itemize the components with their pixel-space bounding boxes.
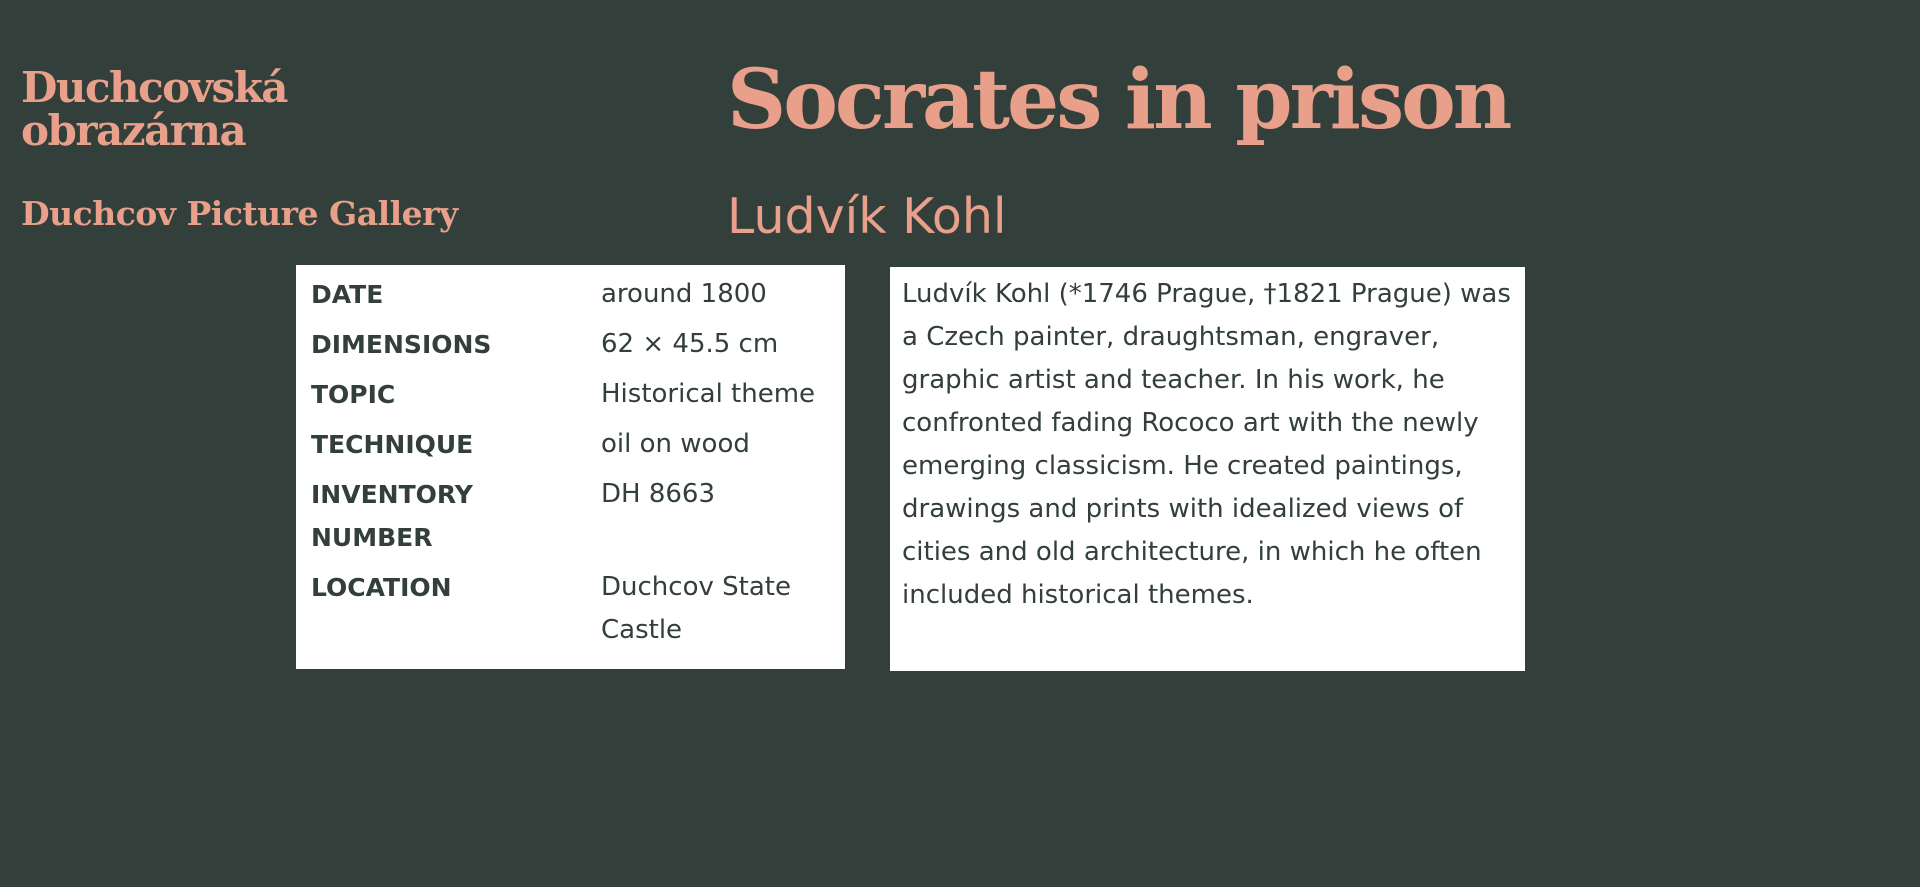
artist-bio-card <box>890 267 1525 671</box>
detail-value: DH 8663 <box>601 479 716 509</box>
detail-label: TECHNIQUE <box>311 430 474 459</box>
detail-label: LOCATION <box>311 573 452 602</box>
detail-row-technique <box>311 423 845 466</box>
artwork-title: Socrates in prison <box>727 52 1510 148</box>
detail-label: INVENTORY NUMBER <box>311 480 473 552</box>
detail-label: TOPIC <box>311 380 396 409</box>
detail-value: Historical theme <box>601 379 816 409</box>
detail-value: oil on wood <box>601 429 750 459</box>
detail-row-inventory-number <box>311 473 845 559</box>
artist-name: Ludvík Kohl <box>727 188 1007 245</box>
artist-bio-text: Ludvík Kohl (*1746 Prague, †1821 Prague) was a Czech painter, draughtsman, engraver, graphic artist and teacher. In his work, he confronted fading Rococo art with the newly emerging classicism. He created paintings, drawings and prints with idealized views of cities and old architecture, in which he often included historical themes. <box>902 279 1511 610</box>
detail-value: Duchcov State Castle <box>601 572 791 645</box>
detail-label: DIMENSIONS <box>311 330 492 359</box>
detail-row-date <box>311 273 845 316</box>
detail-row-topic <box>311 373 845 416</box>
detail-row-dimensions <box>311 323 845 366</box>
detail-value: around 1800 <box>601 279 767 309</box>
detail-value: 62 × 45.5 cm <box>601 329 779 359</box>
artwork-details-card <box>296 265 845 669</box>
detail-label: DATE <box>311 280 384 309</box>
detail-row-location <box>311 566 845 652</box>
site-subtitle: Duchcov Picture Gallery <box>21 194 458 233</box>
site-title[interactable]: Duchcovská obrazárna <box>21 63 288 155</box>
